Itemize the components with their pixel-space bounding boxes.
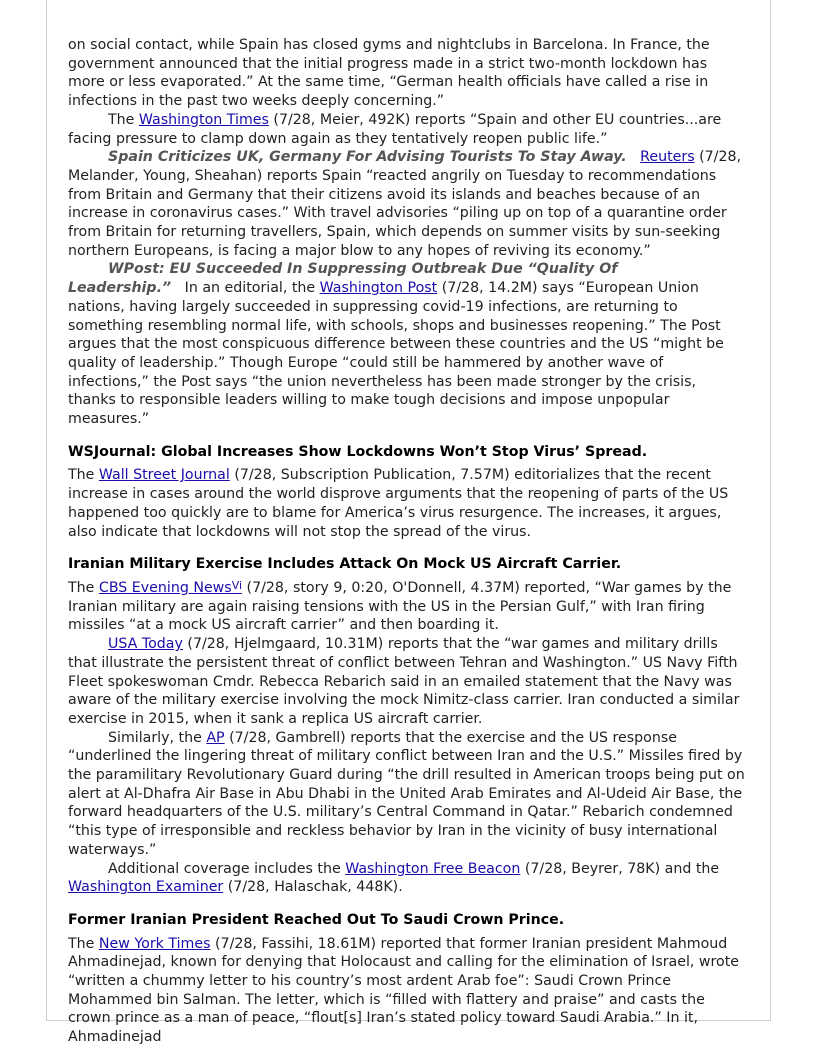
paragraph: WPost: EU Succeeded In Suppressing Outbreak Due “Quality Of Leadership.” In an editorial, the Washington Post (7/28, 14.2M) says “European Union nations, having largely succeeded in suppressing covid-19 infections, are returning to something resembling normal life, with schools, shops and businesses reopening.” The Post argues that the most conspicuous difference between these countries and the US “might be quality of leadership.” Though Europe “could still be hammered by another wave of infections,” the Post says “the union nevertheless has been made stronger by the crisis, thanks to responsible leaders willing to make tough decisions and impose unpopular measures.”	[68, 261, 724, 428]
link-reuters[interactable]: Reuters	[640, 149, 695, 166]
paragraph	[68, 36, 748, 111]
link-usa-today[interactable]: USA Today	[108, 636, 183, 653]
link-washington-post[interactable]: Washington Post	[319, 280, 438, 297]
link-ap[interactable]: AP	[206, 729, 225, 746]
paragraph: The Washington Times (7/28, Meier, 492K) reports “Spain and other EU countries...are facing pressure to clamp down again as they tentatively reopen public life.”	[68, 111, 722, 147]
article-heading: WSJournal: Global Increases Show Lockdowns Won’t Stop Virus’ Spread.	[68, 443, 648, 460]
paragraph: Similarly, the AP (7/28, Gambrell) reports that the exercise and the US response “underlined the lingering threat of military conflict between Iran and the U.S.” Missiles fired by the paramilitary Revolutionary Guard during “the drill resulted in American troops being put on alert at Al-Dhafra Air Base in Abu Dhabi in the United Arab Emirates and Al-Udeid Air Base, the forward headquarters of the U.S. military’s Central Command in Qatar.” Rebarich condemned “this type of irresponsible and reckless behavior by Iran in the vicinity of busy international waterways.”	[68, 729, 745, 858]
article-heading: Former Iranian President Reached Out To Saudi Crown Prince.	[68, 911, 565, 928]
document-body	[68, 36, 748, 1047]
paragraph: USA Today (7/28, Hjelmgaard, 10.31M) reports that the “war games and military drills that illustrate the persistent threat of conflict between Tehran and Washington.” US Navy Fifth Fleet spokeswoman Cmdr. Rebecca Rebarich said in an emailed statement that the Navy was aware of the military exercise involving the mock Nimitz-class carrier. Iran conducted a similar exercise in 2015, when it sank a replica US aircraft carrier.	[68, 636, 740, 727]
subheading: Spain Criticizes UK, Germany For Advising Tourists To Stay Away.	[108, 149, 627, 166]
link-new-york-times[interactable]: New York Times	[98, 935, 211, 952]
paragraph: The New York Times (7/28, Fassihi, 18.61M) reported that former Iranian president Mahmoud Ahmadinejad, known for denying that Holocaust and calling for the elimination of Israel, wrote “written a chummy letter to his country’s most ardent Arab foe”: Saudi Crown Prince Mohammed bin Salman. The letter, which is “filled with flattery and praise” and casts the crown prince as a man of peace, “flout[s] Iran’s stated policy toward Saudi Arabia.” In it, Ahmadinejad	[68, 935, 740, 1046]
video-link-icon[interactable]: Vi	[231, 578, 243, 592]
link-wall-street-journal[interactable]: Wall Street Journal	[98, 467, 230, 484]
paragraph: The CBS Evening News$^{Vi}$ (7/28, story 9, 0:20, O'Donnell, 4.37M) reported, “War games by the Iranian military are again raising tensions with the US in the Persian Gulf,” with Iran firing missiles “at a mock US aircraft carrier” and then boarding it.	[68, 578, 732, 634]
subheading: WPost: EU Succeeded In Suppressing Outbreak Due “Quality Of Leadership.”	[68, 261, 618, 297]
article-heading: Iranian Military Exercise Includes Attack On Mock US Aircraft Carrier.	[68, 556, 622, 573]
paragraph: The Wall Street Journal (7/28, Subscription Publication, 7.57M) editorializes that the recent increase in cases around the world disprove arguments that the reopening of parts of the US happened too quickly are to blame for America’s virus resurgence. The increases, it argues, also indicate that lockdowns will not stop the spread of the virus.	[68, 467, 729, 540]
body-text: on social contact, while Spain has closed gyms and nightclubs in Barcelona. In France, the government announced that the initial progress made in a strict two-month lockdown has more or less evaporated.” At the same time, “German health officials have called a rise in infections in the past two weeks deeply concerning.”	[68, 37, 710, 110]
link-washington-times[interactable]: Washington Times	[138, 111, 269, 128]
paragraph: Additional coverage includes the Washington Free Beacon (7/28, Beyrer, 78K) and the Washington Examiner (7/28, Halaschak, 448K).	[68, 860, 720, 896]
link-cbs-evening-news[interactable]: CBS Evening News	[98, 579, 232, 596]
link-washington-free-beacon[interactable]: Washington Free Beacon	[345, 860, 521, 877]
paragraph: Spain Criticizes UK, Germany For Advising Tourists To Stay Away. Reuters (7/28, Melander, Young, Sheahan) reports Spain “reacted angrily on Tuesday to recommendations from Britain and Germany that their citizens avoid its islands and beaches because of an increase in coronavirus cases.” With travel advisories “piling up on top of a quarantine order from Britain for returning travellers, Spain, which depends on summer visits by sun-seeking northern Europeans, is facing a major blow to any hopes of reviving its economy.”	[68, 149, 742, 259]
link-washington-examiner[interactable]: Washington Examiner	[68, 879, 224, 896]
